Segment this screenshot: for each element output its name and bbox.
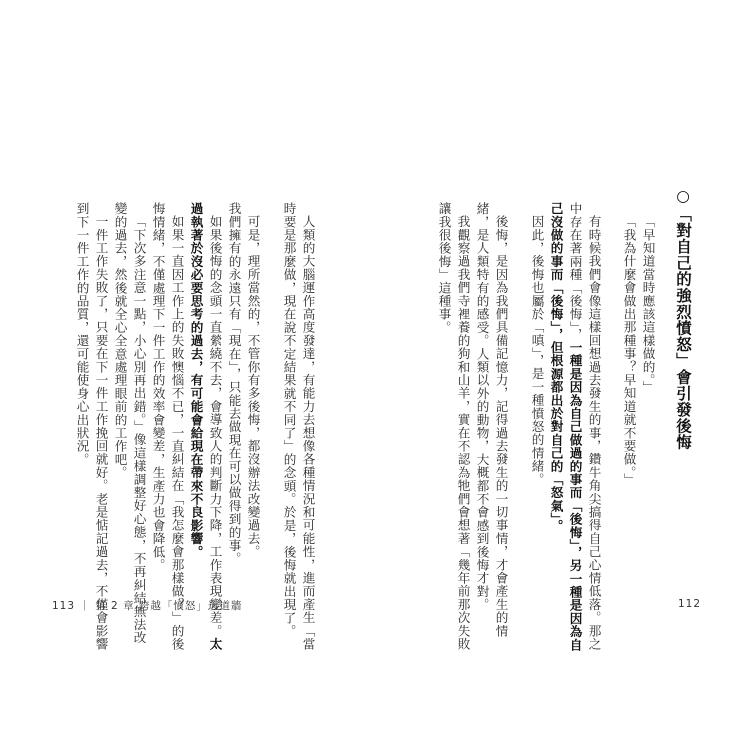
paragraph-line: 一件工作失敗了，只要在下一件工作挽回就好。老是惦記過去，不僅會影響 [93,215,109,651]
paragraph-line: 讓我很後悔」這種事。 [436,202,452,334]
quote-2: 「我為什麼會做出那種事？早知道就不要做。」 [621,215,637,486]
paragraph-line: 緒，是人類特有的感受。人類以外的動物，大概都不會感到後悔才對。 [474,202,490,612]
emphasis-line: 己沒做的事而「後悔」，但根源都出於對自己的「怒氣」。 [548,202,564,533]
page-number-right: 112 [678,598,702,610]
heading-text: 「對自己的強烈憤怒」會引發後悔 [674,205,692,451]
text-run: 中存在著兩種「後悔」， [567,202,583,341]
circle-bullet-icon: ○ [674,187,692,206]
paragraph-line: 因此，後悔也屬於「嗔」，是一種憤怒的情緒。 [529,215,545,486]
paragraph-line: 時要是那麼做，現在說不定結果就不同了」的念頭。於是，後悔就出現了。 [281,202,297,638]
page-number-left: 113 ｜ 第 2 章 跨越「憤怒」這道牆 [52,600,243,612]
emphasis-text: 太 [207,637,223,651]
emphasis-text: 一種是因為自己做過的事而「後悔」，另一種是因為自 [567,340,583,652]
paragraph-line: 後悔，是因為我們具備記憶力，記得過去發生的一切事情，才會產生的情 [493,215,509,638]
section-heading [672,187,694,450]
paragraph-line: 「下次多注意一點，小心別再出錯。」像這樣調整好心態，不再糾結無法改 [131,215,147,645]
paragraph-line: 我觀察過我們寺裡養的狗和山羊，實在不認為牠們會想著「幾年前那次失敗 [455,215,471,651]
paragraph-line: 如果一直因工作上的失敗懊惱不已，一直糾結在「我怎麼會那樣做？」的後 [169,215,185,651]
paragraph-line: 變的過去，然後就全心全意處理眼前的工作吧。 [112,202,128,480]
quote-1: 「早知道當時應該這樣做的。」 [640,215,656,394]
paragraph-line: 到下一件工作的品質，還可能使身心出狀況。 [74,202,90,466]
paragraph-line: 有時候我們會像這樣回想過去發生的事，鑽牛角尖搞得自己心情低落。那之 [586,215,602,651]
paragraph-line [568,202,581,651]
paragraph-line: 我們擁有的永遠只有「現在」，只能去做現在可以做得到的事。 [226,202,242,566]
paragraph-line: 可是，理所當然的，不管你有多後悔，都沒辦法改變過去。 [245,215,261,559]
text-run: 如果後悔的念頭一直縈繞不去，會導致人的判斷力下降，工作表現變差。 [207,215,223,638]
emphasis-line: 過執著於沒必要思考的過去，有可能會給現在帶來不良影響。 [188,202,204,559]
paragraph-line: 悔情緒，不僅處理下一件工作的效率會變差，生產力也會降低。 [150,202,166,572]
paragraph-line [208,215,221,651]
paragraph-line: 人類的大腦運作高度發達，有能力去想像各種情況和可能性，進而產生「當 [300,215,316,651]
